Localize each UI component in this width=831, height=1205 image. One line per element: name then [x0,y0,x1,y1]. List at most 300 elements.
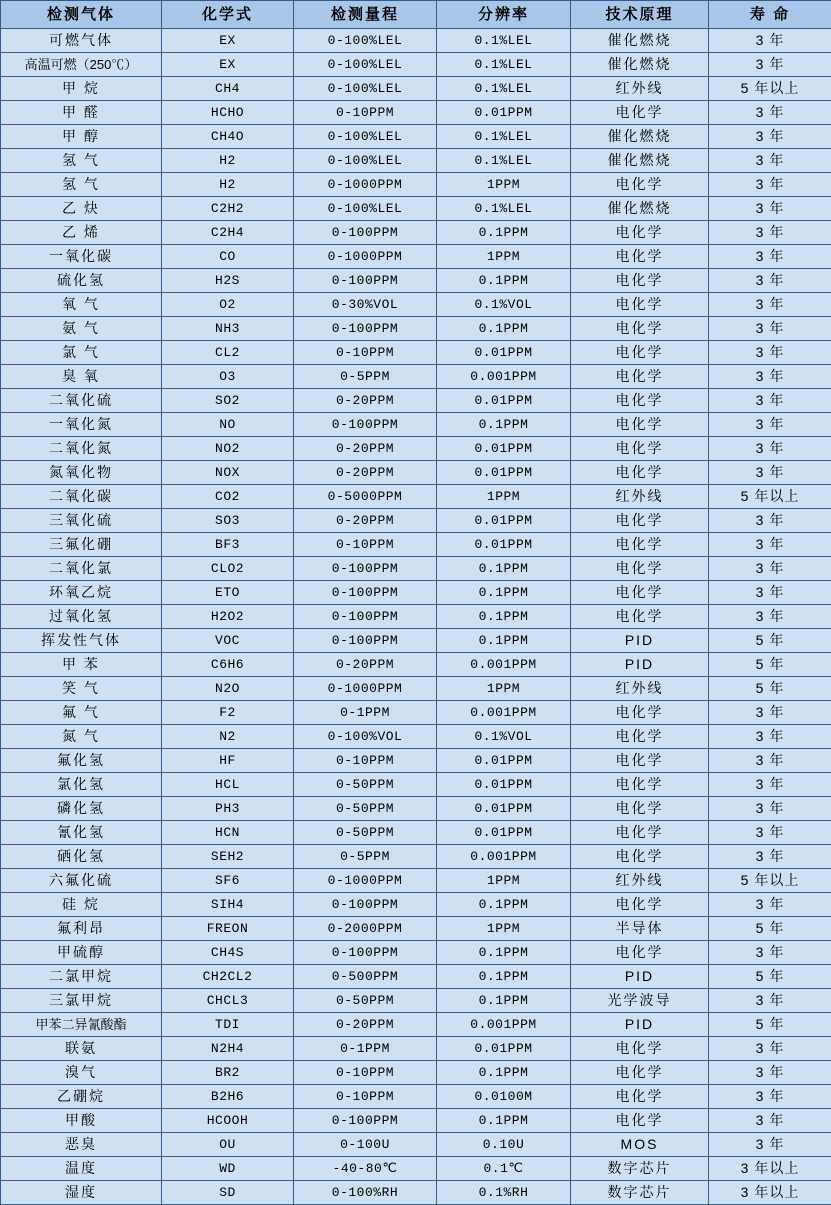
cell-chemical-formula: EX [162,53,294,77]
cell-gas-name: 环氧乙烷 [1,581,162,605]
cell-resolution: 0.1PPM [437,581,571,605]
cell-technical-principle: 电化学 [571,269,709,293]
cell-resolution: 0.001PPM [437,1013,571,1037]
table-row [1,965,831,989]
table-row [1,197,831,221]
cell-resolution: 0.01PPM [437,773,571,797]
cell-gas-name: 二氧化碳 [1,485,162,509]
cell-lifetime: 3 年 [709,461,831,485]
cell-resolution: 0.1%LEL [437,149,571,173]
cell-lifetime: 3 年 [709,413,831,437]
cell-technical-principle: 电化学 [571,461,709,485]
cell-resolution: 0.01PPM [437,461,571,485]
cell-chemical-formula: VOC [162,629,294,653]
cell-chemical-formula: EX [162,29,294,53]
cell-lifetime: 3 年 [709,149,831,173]
cell-detection-range: 0-5000PPM [294,485,437,509]
cell-resolution: 0.1PPM [437,941,571,965]
cell-lifetime: 3 年 [709,533,831,557]
cell-chemical-formula: F2 [162,701,294,725]
table-row [1,221,831,245]
cell-chemical-formula: BR2 [162,1061,294,1085]
cell-resolution: 0.1%LEL [437,53,571,77]
cell-lifetime: 3 年 [709,557,831,581]
cell-chemical-formula: FREON [162,917,294,941]
table-row [1,1013,831,1037]
cell-chemical-formula: CH2CL2 [162,965,294,989]
cell-technical-principle: 红外线 [571,869,709,893]
cell-resolution: 0.001PPM [437,653,571,677]
cell-resolution: 0.1PPM [437,989,571,1013]
cell-technical-principle: 数字芯片 [571,1181,709,1205]
cell-detection-range: 0-100PPM [294,941,437,965]
cell-lifetime: 5 年 [709,677,831,701]
table-row [1,245,831,269]
cell-detection-range: 0-100%LEL [294,125,437,149]
cell-chemical-formula: SIH4 [162,893,294,917]
cell-detection-range: 0-10PPM [294,749,437,773]
cell-gas-name: 氢 气 [1,149,162,173]
cell-lifetime: 5 年以上 [709,77,831,101]
cell-detection-range: 0-50PPM [294,773,437,797]
cell-technical-principle: 催化燃烧 [571,53,709,77]
cell-chemical-formula: NO [162,413,294,437]
cell-technical-principle: 电化学 [571,365,709,389]
cell-resolution: 1PPM [437,485,571,509]
cell-detection-range: 0-1000PPM [294,869,437,893]
table-row [1,317,831,341]
cell-resolution: 0.1%VOL [437,293,571,317]
cell-technical-principle: 红外线 [571,77,709,101]
cell-chemical-formula: HF [162,749,294,773]
cell-detection-range: 0-20PPM [294,653,437,677]
table-row [1,533,831,557]
cell-technical-principle: PID [571,1013,709,1037]
cell-gas-name: 乙 烯 [1,221,162,245]
cell-lifetime: 3 年 [709,1085,831,1109]
cell-resolution: 0.1PPM [437,1109,571,1133]
cell-technical-principle: 红外线 [571,677,709,701]
cell-resolution: 1PPM [437,173,571,197]
cell-technical-principle: 电化学 [571,821,709,845]
table-body [1,29,831,1205]
cell-chemical-formula: BF3 [162,533,294,557]
cell-resolution: 0.1PPM [437,1061,571,1085]
cell-chemical-formula: CH4 [162,77,294,101]
cell-technical-principle: 电化学 [571,941,709,965]
cell-technical-principle: 电化学 [571,245,709,269]
cell-technical-principle: 电化学 [571,557,709,581]
cell-detection-range: 0-100%LEL [294,77,437,101]
cell-detection-range: 0-100%LEL [294,29,437,53]
cell-technical-principle: 电化学 [571,413,709,437]
cell-chemical-formula: SO3 [162,509,294,533]
cell-resolution: 0.01PPM [437,749,571,773]
table-row [1,725,831,749]
cell-gas-name: 联氨 [1,1037,162,1061]
table-row [1,77,831,101]
cell-lifetime: 3 年 [709,173,831,197]
cell-detection-range: 0-5PPM [294,845,437,869]
cell-chemical-formula: CH4O [162,125,294,149]
cell-detection-range: 0-100U [294,1133,437,1157]
cell-gas-name: 溴气 [1,1061,162,1085]
cell-resolution: 0.001PPM [437,845,571,869]
cell-chemical-formula: NH3 [162,317,294,341]
cell-technical-principle: 电化学 [571,581,709,605]
table-row [1,461,831,485]
cell-detection-range: 0-100PPM [294,893,437,917]
column-header-principle: 技术原理 [571,1,709,29]
cell-detection-range: 0-100%VOL [294,725,437,749]
cell-lifetime: 5 年 [709,917,831,941]
cell-chemical-formula: HCL [162,773,294,797]
cell-detection-range: 0-50PPM [294,989,437,1013]
cell-gas-name: 氢 气 [1,173,162,197]
cell-resolution: 0.001PPM [437,365,571,389]
table-row [1,1133,831,1157]
cell-technical-principle: 电化学 [571,725,709,749]
cell-detection-range: 0-2000PPM [294,917,437,941]
cell-gas-name: 甲酸 [1,1109,162,1133]
cell-gas-name: 六氟化硫 [1,869,162,893]
cell-chemical-formula: NO2 [162,437,294,461]
cell-detection-range: 0-10PPM [294,1085,437,1109]
cell-technical-principle: 电化学 [571,797,709,821]
table-row [1,1085,831,1109]
table-header [1,1,831,29]
table-row [1,749,831,773]
cell-detection-range: 0-1PPM [294,701,437,725]
cell-chemical-formula: CHCL3 [162,989,294,1013]
table-row [1,701,831,725]
cell-technical-principle: 电化学 [571,437,709,461]
cell-resolution: 1PPM [437,677,571,701]
cell-lifetime: 3 年 [709,1109,831,1133]
cell-gas-name: 二氧化氯 [1,557,162,581]
cell-gas-name: 氨 气 [1,317,162,341]
cell-detection-range: 0-1000PPM [294,173,437,197]
table-row [1,53,831,77]
table-row [1,509,831,533]
cell-technical-principle: 电化学 [571,389,709,413]
cell-resolution: 0.1%RH [437,1181,571,1205]
column-header-lifetime: 寿 命 [709,1,831,29]
cell-resolution: 0.1PPM [437,629,571,653]
cell-lifetime: 3 年 [709,53,831,77]
cell-detection-range: 0-100%LEL [294,53,437,77]
cell-technical-principle: 催化燃烧 [571,125,709,149]
table-row [1,149,831,173]
cell-chemical-formula: HCOOH [162,1109,294,1133]
cell-technical-principle: 红外线 [571,485,709,509]
cell-technical-principle: MOS [571,1133,709,1157]
cell-detection-range: 0-100PPM [294,605,437,629]
cell-detection-range: 0-100PPM [294,581,437,605]
cell-chemical-formula: CL2 [162,341,294,365]
cell-technical-principle: 数字芯片 [571,1157,709,1181]
cell-technical-principle: 电化学 [571,605,709,629]
cell-detection-range: 0-100PPM [294,221,437,245]
cell-gas-name: 甲 醛 [1,101,162,125]
table-row [1,485,831,509]
cell-lifetime: 3 年 [709,29,831,53]
cell-resolution: 0.1PPM [437,893,571,917]
cell-gas-name: 硫化氢 [1,269,162,293]
cell-chemical-formula: N2O [162,677,294,701]
cell-chemical-formula: SEH2 [162,845,294,869]
cell-gas-name: 过氧化氢 [1,605,162,629]
table-row [1,869,831,893]
cell-detection-range: 0-50PPM [294,821,437,845]
table-row [1,173,831,197]
cell-lifetime: 3 年 [709,797,831,821]
cell-detection-range: 0-50PPM [294,797,437,821]
cell-resolution: 0.01PPM [437,341,571,365]
cell-technical-principle: 电化学 [571,341,709,365]
cell-technical-principle: 电化学 [571,221,709,245]
cell-detection-range: 0-100PPM [294,413,437,437]
cell-gas-name: 湿度 [1,1181,162,1205]
cell-detection-range: 0-20PPM [294,389,437,413]
cell-detection-range: 0-100%LEL [294,197,437,221]
cell-chemical-formula: SD [162,1181,294,1205]
cell-resolution: 0.01PPM [437,1037,571,1061]
cell-gas-name: 氧 气 [1,293,162,317]
column-header-gas: 检测气体 [1,1,162,29]
cell-gas-name: 甲苯二异氰酸酯 [1,1013,162,1037]
cell-technical-principle: 电化学 [571,749,709,773]
cell-gas-name: 二氧化氮 [1,437,162,461]
cell-chemical-formula: C2H4 [162,221,294,245]
cell-resolution: 0.1PPM [437,269,571,293]
table-row [1,101,831,125]
cell-gas-name: 甲 烷 [1,77,162,101]
cell-gas-name: 笑 气 [1,677,162,701]
cell-resolution: 0.01PPM [437,389,571,413]
cell-gas-name: 三氟化硼 [1,533,162,557]
cell-lifetime: 3 年 [709,245,831,269]
cell-technical-principle: 光学波导 [571,989,709,1013]
cell-chemical-formula: H2 [162,149,294,173]
cell-lifetime: 3 年 [709,221,831,245]
cell-lifetime: 3 年 [709,509,831,533]
cell-lifetime: 5 年以上 [709,485,831,509]
cell-resolution: 1PPM [437,869,571,893]
column-header-formula: 化学式 [162,1,294,29]
cell-gas-name: 硒化氢 [1,845,162,869]
cell-lifetime: 3 年 [709,1061,831,1085]
cell-technical-principle: 电化学 [571,173,709,197]
cell-technical-principle: 电化学 [571,773,709,797]
cell-detection-range: 0-5PPM [294,365,437,389]
cell-resolution: 0.01PPM [437,821,571,845]
cell-resolution: 0.1%LEL [437,29,571,53]
table-row [1,1061,831,1085]
cell-chemical-formula: C6H6 [162,653,294,677]
cell-lifetime: 3 年 [709,725,831,749]
table-row [1,1181,831,1205]
cell-lifetime: 3 年 [709,341,831,365]
cell-chemical-formula: CLO2 [162,557,294,581]
cell-chemical-formula: NOX [162,461,294,485]
cell-resolution: 0.01PPM [437,437,571,461]
cell-lifetime: 3 年以上 [709,1181,831,1205]
cell-lifetime: 5 年 [709,1013,831,1037]
cell-detection-range: 0-20PPM [294,509,437,533]
cell-technical-principle: 电化学 [571,701,709,725]
cell-resolution: 0.1%LEL [437,197,571,221]
cell-gas-name: 甲 苯 [1,653,162,677]
table-row [1,677,831,701]
cell-resolution: 0.1%VOL [437,725,571,749]
cell-technical-principle: 催化燃烧 [571,29,709,53]
cell-gas-name: 三氧化硫 [1,509,162,533]
table-row [1,1109,831,1133]
cell-resolution: 0.10U [437,1133,571,1157]
cell-technical-principle: PID [571,965,709,989]
cell-lifetime: 3 年 [709,125,831,149]
cell-gas-name: 二氧化硫 [1,389,162,413]
cell-lifetime: 5 年 [709,965,831,989]
cell-chemical-formula: C2H2 [162,197,294,221]
cell-lifetime: 5 年 [709,653,831,677]
table-row [1,413,831,437]
cell-chemical-formula: O3 [162,365,294,389]
cell-chemical-formula: N2H4 [162,1037,294,1061]
table-row [1,797,831,821]
cell-detection-range: 0-1PPM [294,1037,437,1061]
cell-detection-range: 0-20PPM [294,461,437,485]
cell-technical-principle: 电化学 [571,1109,709,1133]
cell-lifetime: 3 年 [709,941,831,965]
cell-technical-principle: 半导体 [571,917,709,941]
cell-gas-name: 挥发性气体 [1,629,162,653]
cell-technical-principle: 电化学 [571,317,709,341]
table-row [1,773,831,797]
cell-lifetime: 3 年 [709,389,831,413]
table-row [1,293,831,317]
cell-detection-range: 0-10PPM [294,1061,437,1085]
cell-chemical-formula: N2 [162,725,294,749]
cell-resolution: 1PPM [437,245,571,269]
cell-resolution: 0.01PPM [437,101,571,125]
cell-lifetime: 3 年 [709,317,831,341]
table-header-row [1,1,831,29]
cell-resolution: 0.0100M [437,1085,571,1109]
table-row [1,653,831,677]
cell-resolution: 0.1PPM [437,557,571,581]
table-row [1,341,831,365]
cell-technical-principle: 电化学 [571,509,709,533]
cell-resolution: 0.1PPM [437,965,571,989]
cell-chemical-formula: HCN [162,821,294,845]
cell-detection-range: 0-500PPM [294,965,437,989]
cell-gas-name: 二氯甲烷 [1,965,162,989]
cell-lifetime: 5 年以上 [709,869,831,893]
cell-resolution: 0.1PPM [437,605,571,629]
cell-chemical-formula: B2H6 [162,1085,294,1109]
cell-chemical-formula: TDI [162,1013,294,1037]
cell-detection-range: 0-20PPM [294,437,437,461]
table-row [1,1157,831,1181]
table-row [1,437,831,461]
cell-chemical-formula: OU [162,1133,294,1157]
cell-detection-range: 0-100PPM [294,269,437,293]
table-row [1,29,831,53]
cell-technical-principle: 电化学 [571,1085,709,1109]
cell-gas-name: 温度 [1,1157,162,1181]
table-row [1,389,831,413]
cell-resolution: 0.1PPM [437,413,571,437]
cell-gas-name: 恶臭 [1,1133,162,1157]
cell-lifetime: 3 年 [709,821,831,845]
cell-detection-range: 0-1000PPM [294,245,437,269]
cell-lifetime: 3 年 [709,197,831,221]
cell-gas-name: 磷化氢 [1,797,162,821]
cell-lifetime: 3 年 [709,749,831,773]
cell-technical-principle: 电化学 [571,1037,709,1061]
cell-chemical-formula: CO2 [162,485,294,509]
cell-chemical-formula: WD [162,1157,294,1181]
cell-detection-range: 0-20PPM [294,1013,437,1037]
cell-gas-name: 氟利昂 [1,917,162,941]
cell-chemical-formula: CO [162,245,294,269]
column-header-range: 检测量程 [294,1,437,29]
table-row [1,941,831,965]
cell-detection-range: 0-10PPM [294,341,437,365]
table-row [1,125,831,149]
table-row [1,629,831,653]
cell-lifetime: 3 年 [709,773,831,797]
cell-detection-range: -40-80℃ [294,1157,437,1181]
cell-gas-name: 一氧化碳 [1,245,162,269]
cell-resolution: 0.1℃ [437,1157,571,1181]
cell-chemical-formula: HCHO [162,101,294,125]
cell-technical-principle: 电化学 [571,101,709,125]
cell-technical-principle: 催化燃烧 [571,197,709,221]
cell-detection-range: 0-100PPM [294,629,437,653]
cell-resolution: 0.1%LEL [437,125,571,149]
cell-technical-principle: PID [571,629,709,653]
table-row [1,917,831,941]
cell-gas-name: 氰化氢 [1,821,162,845]
table-row [1,845,831,869]
cell-detection-range: 0-1000PPM [294,677,437,701]
cell-lifetime: 3 年 [709,581,831,605]
cell-gas-name: 氮氧化物 [1,461,162,485]
cell-gas-name: 氯化氢 [1,773,162,797]
cell-chemical-formula: CH4S [162,941,294,965]
cell-gas-name: 高温可燃（250℃） [1,53,162,77]
cell-gas-name: 一氧化氮 [1,413,162,437]
cell-gas-name: 三氯甲烷 [1,989,162,1013]
cell-lifetime: 5 年 [709,629,831,653]
cell-detection-range: 0-100PPM [294,557,437,581]
cell-resolution: 0.01PPM [437,533,571,557]
column-header-resolution: 分辨率 [437,1,571,29]
cell-lifetime: 3 年 [709,845,831,869]
cell-gas-name: 氮 气 [1,725,162,749]
cell-lifetime: 3 年 [709,437,831,461]
cell-detection-range: 0-10PPM [294,101,437,125]
cell-technical-principle: 电化学 [571,1061,709,1085]
table-row [1,605,831,629]
cell-lifetime: 3 年 [709,605,831,629]
cell-lifetime: 3 年 [709,269,831,293]
table-row [1,893,831,917]
cell-resolution: 0.01PPM [437,509,571,533]
